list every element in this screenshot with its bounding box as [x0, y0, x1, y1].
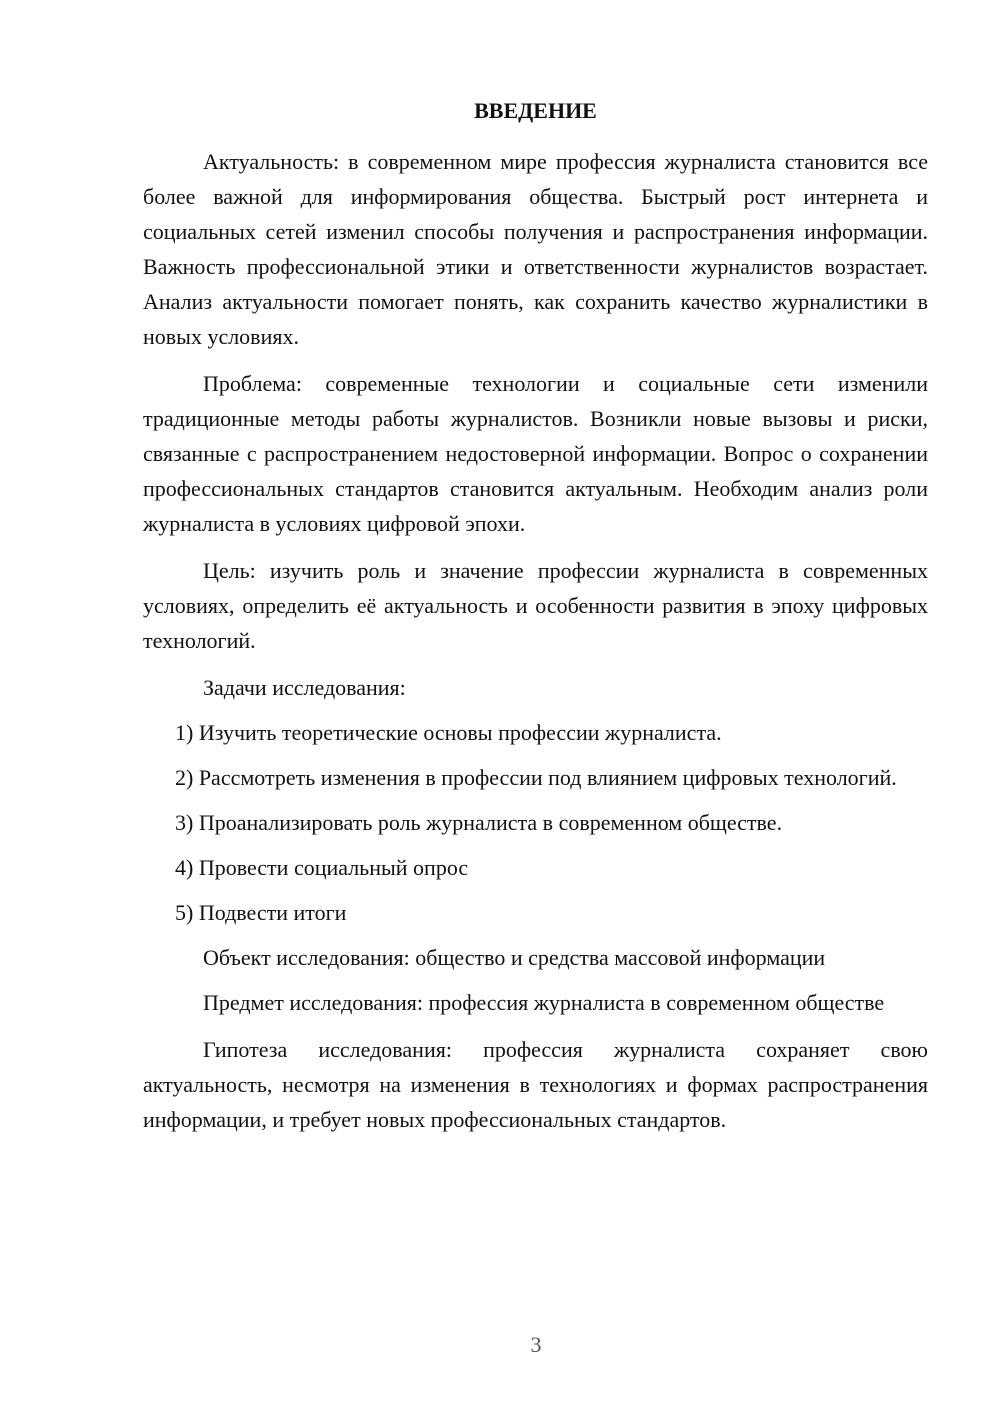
paragraph-object: Объект исследования: общество и средства массовой информации [203, 945, 826, 970]
page-content [143, 96, 928, 1137]
paragraph-relevance: Актуальность: в современном мире профессия журналиста становится все более важной для информирования общества. Быстрый рост интернета и социальных сетей изменил способы получения и распространения информации. Важность профессиональной этики и ответственности журналистов возрастает. Анализ актуальности помогает понять, как сохранить качество журналистики в новых условиях. [143, 149, 928, 349]
task-item-5: 5) Подвести итоги [175, 900, 347, 925]
paragraph-hypothesis: Гипотеза исследования: профессия журналиста сохраняет свою актуальность, несмотря на изменения в технологиях и формах распространения информации, и требует новых профессиональных стандартов. [143, 1037, 928, 1132]
paragraph-subject: Предмет исследования: профессия журналиста в современном обществе [203, 990, 885, 1015]
page-number: 3 [530, 1332, 542, 1357]
paragraph-problem: Проблема: современные технологии и социальные сети изменили традиционные методы работы журналистов. Возникли новые вызовы и риски, связанные с распространением недостоверной информации. Вопрос о сохранении профессиональных стандартов становится актуальным. Необходим анализ роли журналиста в условиях цифровой эпохи. [143, 371, 928, 536]
task-item-3: 3) Проанализировать роль журналиста в современном обществе. [175, 810, 783, 835]
tasks-heading: Задачи исследования: [203, 675, 406, 700]
page-title: ВВЕДЕНИЕ [474, 98, 597, 123]
task-item-4: 4) Провести социальный опрос [175, 855, 469, 880]
task-item-1: 1) Изучить теоретические основы профессии журналиста. [175, 720, 722, 745]
task-item-2: 2) Рассмотреть изменения в профессии под влиянием цифровых технологий. [175, 765, 897, 790]
paragraph-goal: Цель: изучить роль и значение профессии журналиста в современных условиях, определить её актуальность и особенности развития в эпоху цифровых технологий. [143, 558, 928, 653]
